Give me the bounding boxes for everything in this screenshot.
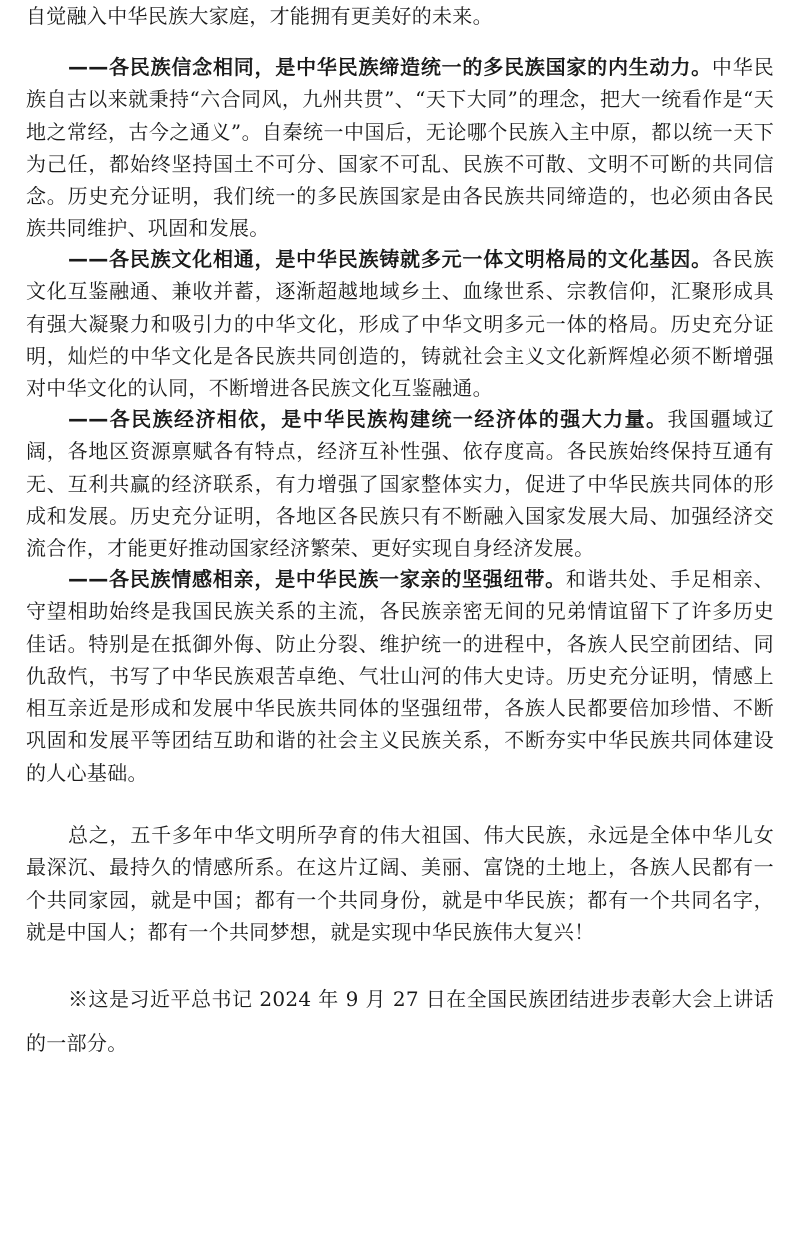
section-culture-lead: ——各民族文化相通，是中华民族铸就多元一体文明格局的文化基因。 — [68, 247, 712, 271]
intro-tail-paragraph: 自觉融入中华民族大家庭，才能拥有更美好的未来。 — [26, 4, 493, 28]
section-belief-body: 中华民族自古以来就秉持“六合同风，九州共贯”、“天下大同”的理念，把大一统看作是“天地之常经，古今之通义”。自秦统一中国后，无论哪个民族入主中原，都以统一天下为己任，都始终坚持国土不可分、国家不可乱、民族不可散、文明不可断的共同信念。历史充分证明，我们统一的多民族国家是由各民族共同缔造的，也必须由各民族共同维护、巩固和发展。 — [26, 55, 775, 241]
section-economy-paragraph — [26, 403, 774, 564]
section-emotion-lead: ——各民族情感相亲，是中华民族一家亲的坚强纽带。 — [68, 567, 566, 591]
section-economy-body: 我国疆域辽阔，各地区资源禀赋各有特点，经济互补性强、依存度高。各民族始终保持互通有无、互利共赢的经济联系，有力增强了国家整体实力，促进了中华民族共同体的形成和发展。历史充分证明，各地区各民族只有不断融入国家发展大局、加强经济交流合作，才能更好推动国家经济繁荣、更好实现自身经济发展。 — [26, 407, 775, 561]
section-belief-paragraph — [26, 51, 774, 245]
section-emotion-paragraph — [26, 563, 774, 789]
section-belief-lead: ——各民族信念相同，是中华民族缔造统一的多民族国家的内生动力。 — [68, 55, 712, 79]
section-culture-paragraph — [26, 243, 774, 404]
source-note: ※这是习近平总书记 2024 年 9 月 27 日在全国民族团结进步表彰大会上讲话的一部分。 — [26, 987, 774, 1055]
section-emotion-body: 和谐共处、手足相亲、守望相助始终是我国民族关系的主流，各民族亲密无间的兄弟情谊留下了许多历史佳话。特别是在抵御外侮、防止分裂、维护统一的进程中，各族人民空前团结、同仇敌忾，书写了中华民族艰苦卓绝、气壮山河的伟大史诗。历史充分证明，情感上相互亲近是形成和发展中华民族共同体的坚强纽带，各族人民都要倍加珍惜、不断巩固和发展平等团结互助和谐的社会主义民族关系，不断夯实中华民族共同体建设的人心基础。 — [26, 567, 774, 785]
conclusion-paragraph: 总之，五千多年中华文明所孕育的伟大祖国、伟大民族，永远是全体中华儿女最深沉、最持久的情感所系。在这片辽阔、美丽、富饶的土地上，各族人民都有一个共同家园，就是中国；都有一个共同身份，就是中华民族；都有一个共同名字，就是中国人；都有一个共同梦想，就是实现中华民族伟大复兴！ — [26, 823, 774, 944]
section-economy-lead: ——各民族经济相依，是中华民族构建统一经济体的强大力量。 — [68, 407, 668, 431]
section-culture-body: 各民族文化互鉴融通、兼收并蓄，逐渐超越地域乡土、血缘世系、宗教信仰，汇聚形成具有强大凝聚力和吸引力的中华文化，形成了中华文明多元一体的格局。历史充分证明，灿烂的中华文化是各民族共同创造的，铸就社会主义文化新辉煌必须不断增强对中华文化的认同，不断增进各民族文化互鉴融通。 — [26, 247, 775, 401]
